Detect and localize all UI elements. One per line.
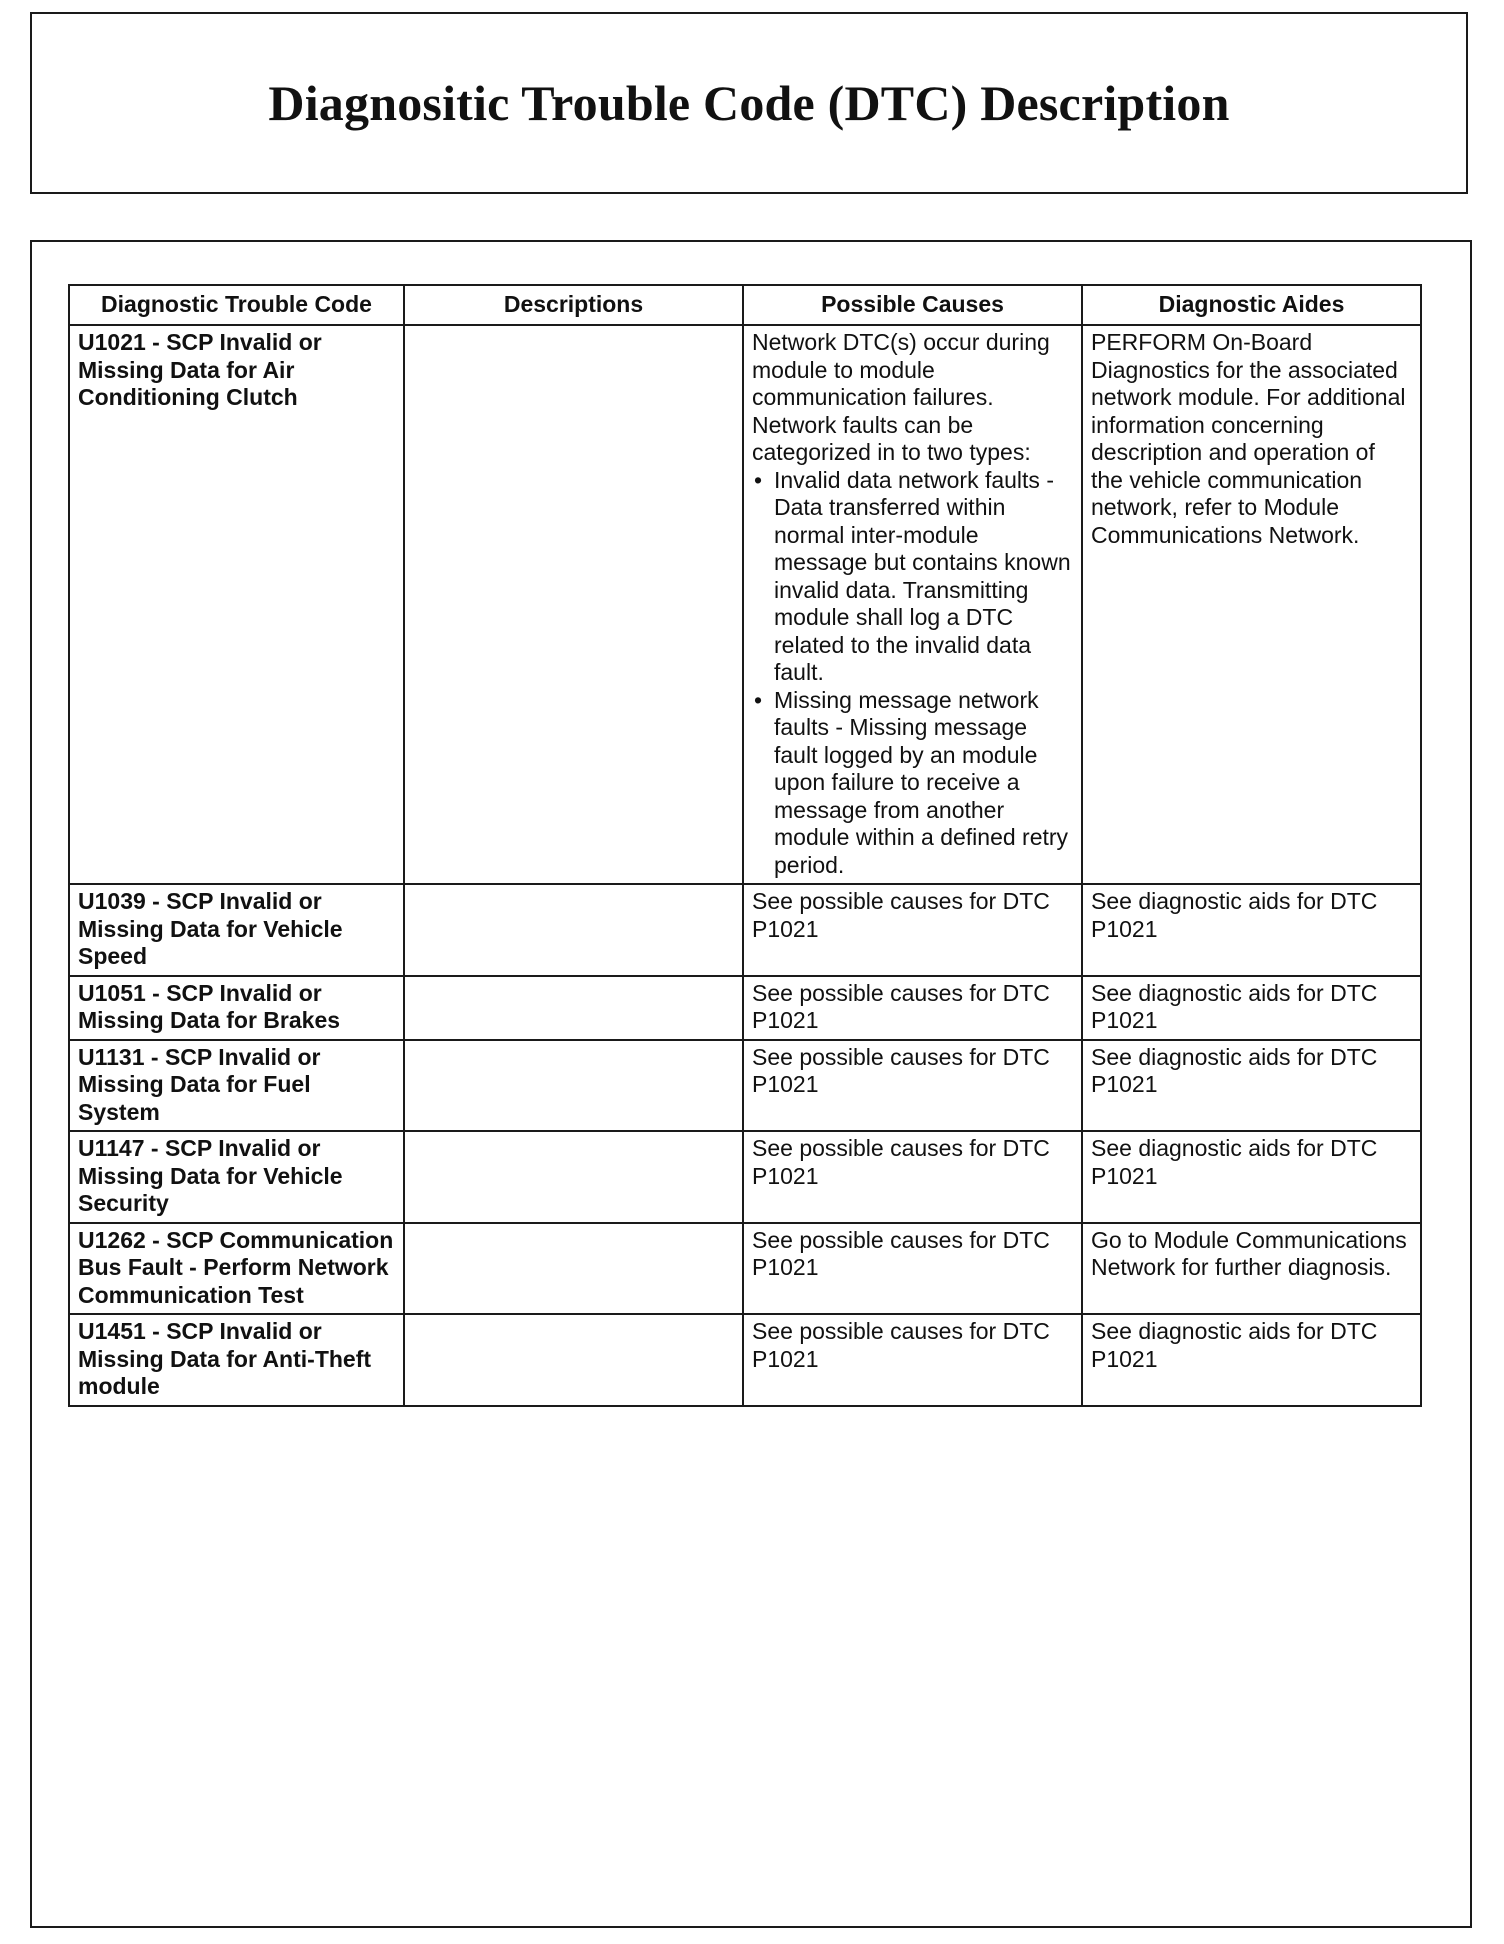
header-possible-causes: Possible Causes [743,285,1082,325]
diagnostic-aides-cell: Go to Module Communications Network for further diagnosis. [1082,1223,1421,1315]
diagnostic-aides-cell: PERFORM On-Board Diagnostics for the associated network module. For additional information concerning description and operation of the vehicle communication network, refer to Module Communications Network. [1082,325,1421,884]
description-cell [404,976,743,1040]
causes-bullet-list [752,467,1073,880]
table-header-row [69,285,1421,325]
diagnostic-aides-cell: See diagnostic aids for DTC P1021 [1082,1131,1421,1223]
title-box [30,12,1468,194]
possible-causes-cell: See possible causes for DTC P1021 [743,884,1082,976]
description-cell [404,1223,743,1315]
diagnostic-aides-cell: See diagnostic aids for DTC P1021 [1082,884,1421,976]
description-cell [404,884,743,976]
header-diagnostic-aides: Diagnostic Aides [1082,285,1421,325]
dtc-code-cell: U1021 - SCP Invalid or Missing Data for Air Conditioning Clutch [69,325,404,884]
table-row [69,976,1421,1040]
possible-causes-cell: See possible causes for DTC P1021 [743,1223,1082,1315]
causes-intro: Network DTC(s) occur during module to module communication failures. Network faults can be categorized in to two types: [752,329,1050,465]
description-cell [404,1131,743,1223]
diagnostic-aides-cell: See diagnostic aids for DTC P1021 [1082,1314,1421,1406]
causes-bullet: • Invalid data network faults - Data transferred within normal inter-module message but contains known invalid data. Transmitting module shall log a DTC related to the invalid data fault. [774,467,1073,687]
description-cell [404,325,743,884]
possible-causes-cell [743,325,1082,884]
description-cell [404,1314,743,1406]
causes-bullet: • Missing message network faults - Missing message fault logged by an module upon failure to receive a message from another module within a defined retry period. [774,687,1073,880]
possible-causes-cell: See possible causes for DTC P1021 [743,1131,1082,1223]
header-diagnostic-trouble-code: Diagnostic Trouble Code [69,285,404,325]
dtc-code-cell: U1131 - SCP Invalid or Missing Data for Fuel System [69,1040,404,1132]
dtc-table [68,284,1422,1407]
diagnostic-aides-cell: See diagnostic aids for DTC P1021 [1082,1040,1421,1132]
dtc-code-cell: U1262 - SCP Communication Bus Fault - Perform Network Communication Test [69,1223,404,1315]
possible-causes-cell: See possible causes for DTC P1021 [743,1040,1082,1132]
possible-causes-cell: See possible causes for DTC P1021 [743,1314,1082,1406]
page-title: Diagnositic Trouble Code (DTC) Description [268,75,1230,131]
dtc-code-cell: U1039 - SCP Invalid or Missing Data for Vehicle Speed [69,884,404,976]
dtc-code-cell: U1051 - SCP Invalid or Missing Data for Brakes [69,976,404,1040]
table-row [69,884,1421,976]
table-row [69,1040,1421,1132]
diagnostic-aides-cell: See diagnostic aids for DTC P1021 [1082,976,1421,1040]
table-row [69,1223,1421,1315]
table-row [69,1131,1421,1223]
table-row [69,325,1421,884]
description-cell [404,1040,743,1132]
dtc-code-cell: U1451 - SCP Invalid or Missing Data for Anti-Theft module [69,1314,404,1406]
possible-causes-cell: See possible causes for DTC P1021 [743,976,1082,1040]
table-row [69,1314,1421,1406]
dtc-code-cell: U1147 - SCP Invalid or Missing Data for Vehicle Security [69,1131,404,1223]
header-descriptions: Descriptions [404,285,743,325]
